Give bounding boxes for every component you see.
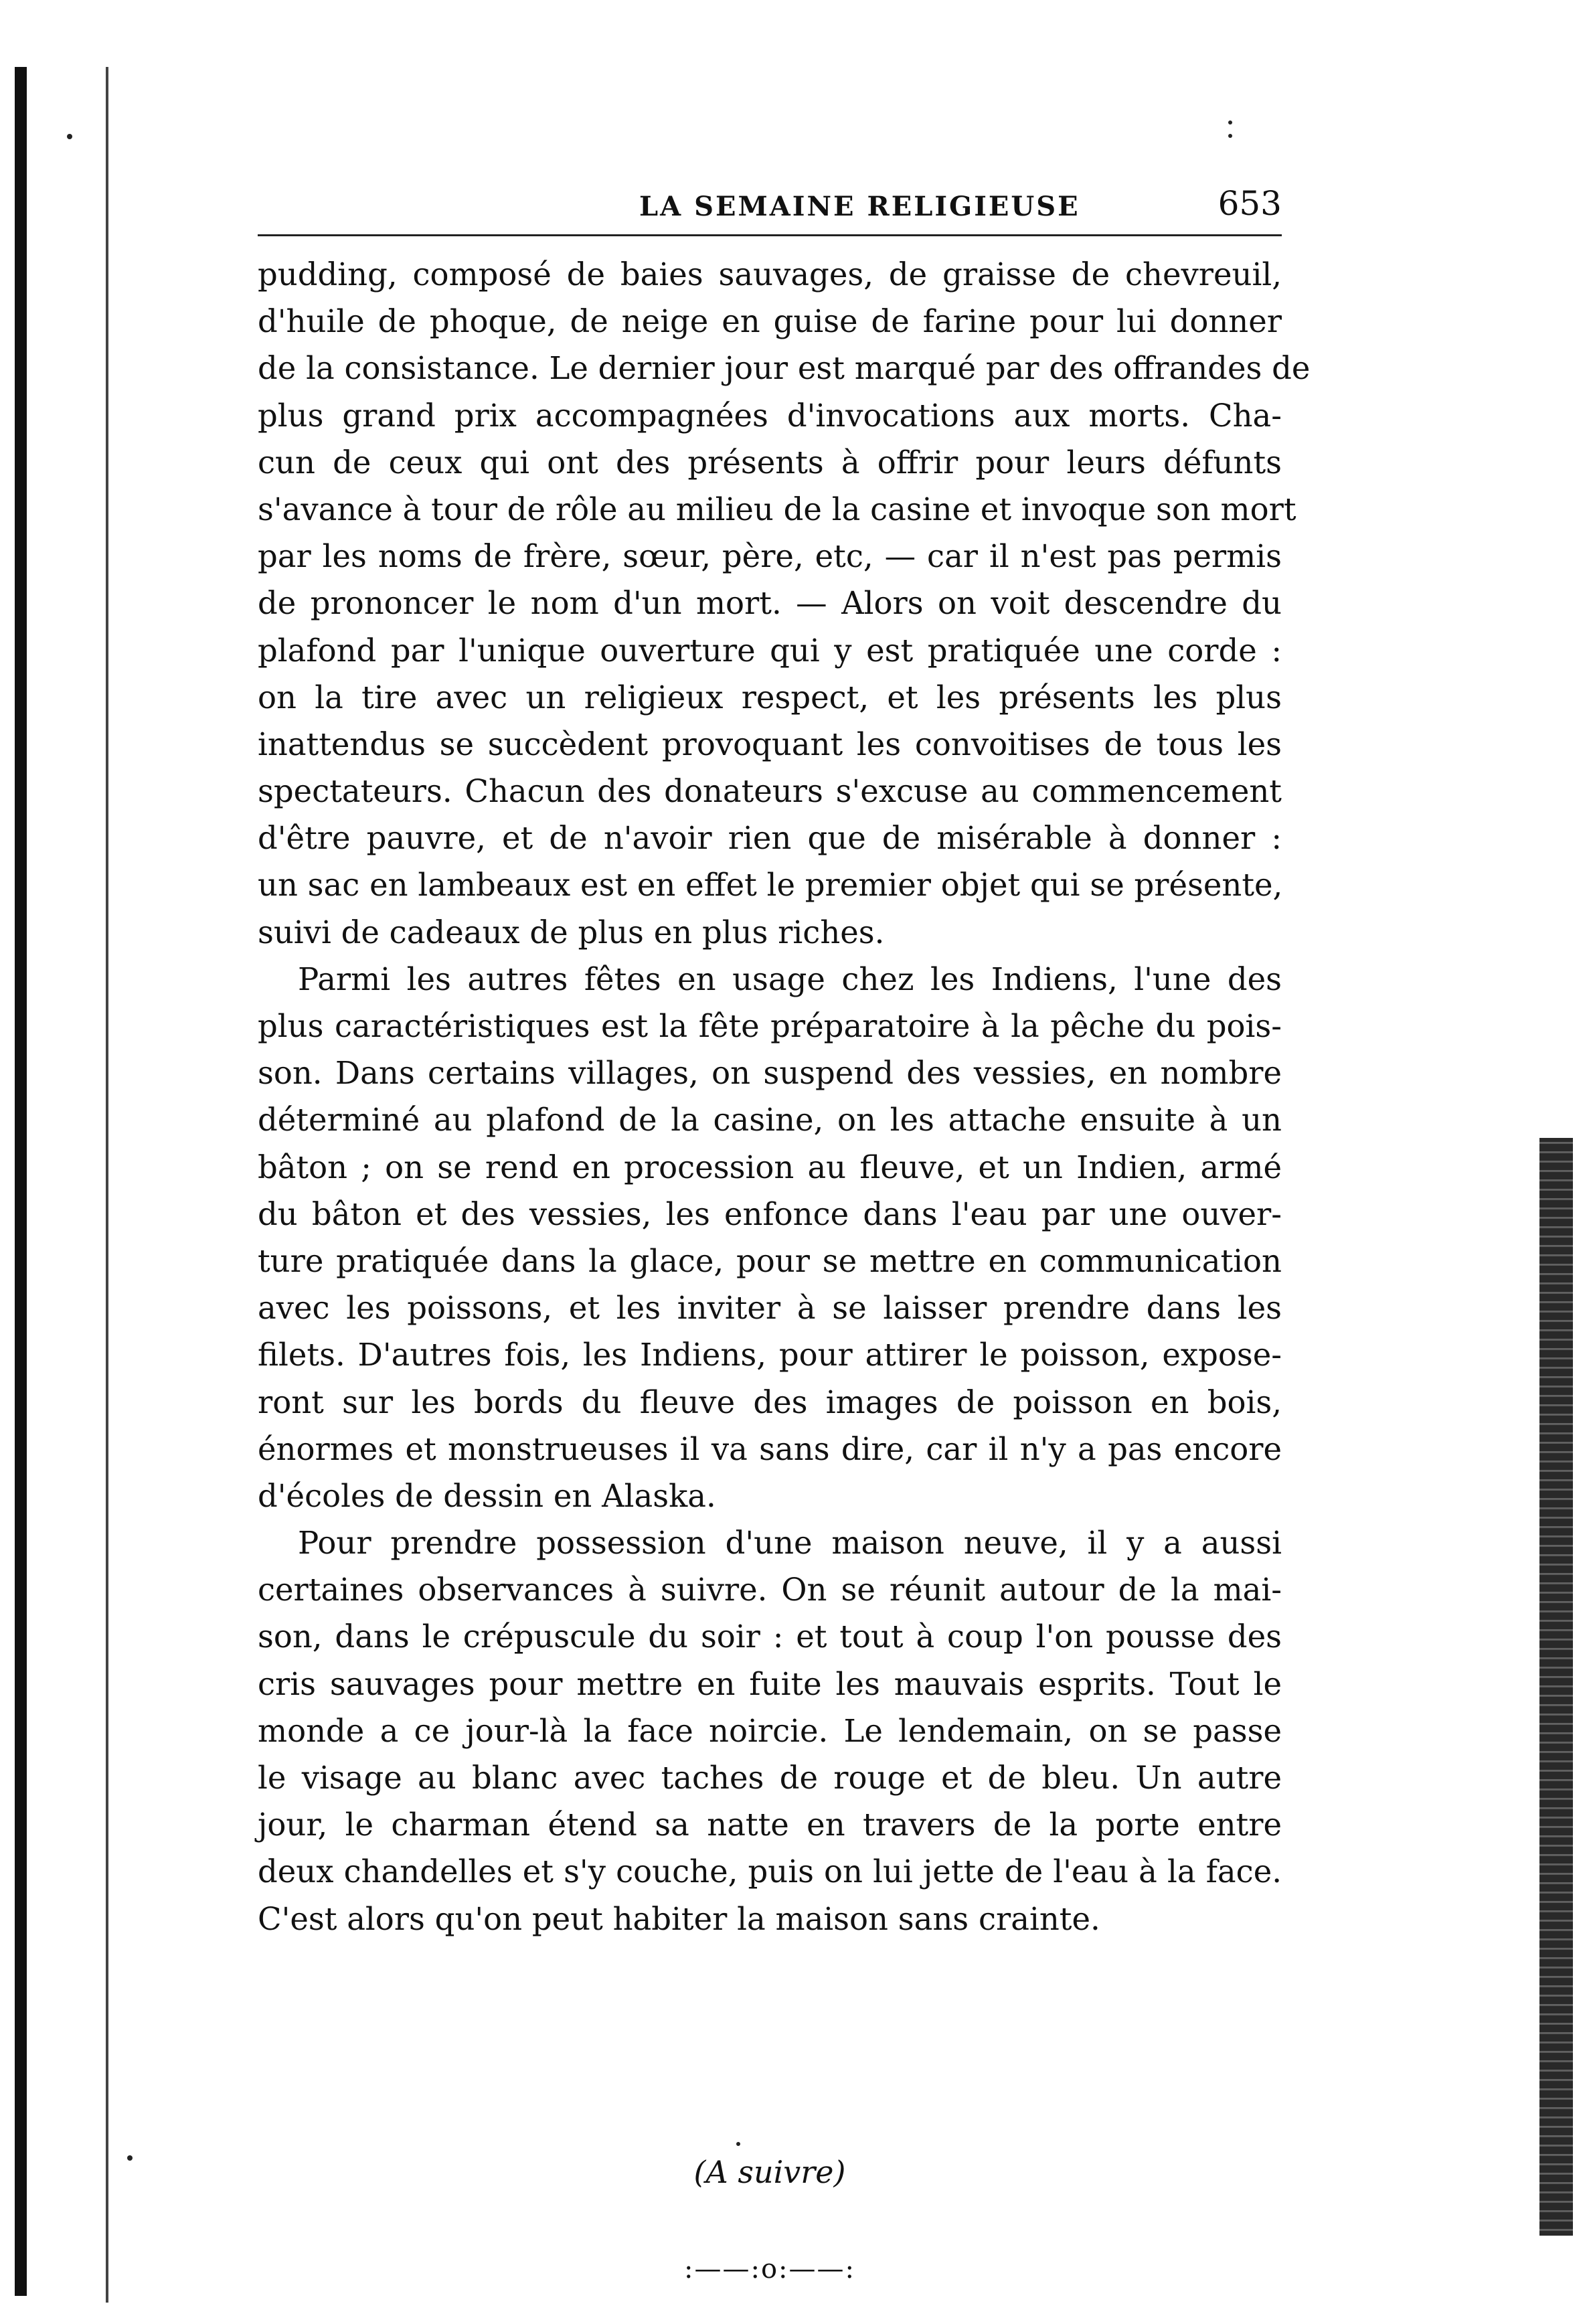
text-line: suivi de cadeaux de plus en plus riches. bbox=[258, 914, 885, 950]
text-line: jour, le charman étend sa natte en travers de la porte entre bbox=[258, 1807, 1282, 1843]
to-be-continued: (A suivre) bbox=[693, 2154, 846, 2190]
text-line: avec les poissons, et les inviter à se laisser prendre dans les bbox=[258, 1290, 1282, 1327]
text-line: du bâton et des vessies, les enfonce dans l'eau par une ouver- bbox=[258, 1195, 1282, 1232]
text-line: d'être pauvre, et de n'avoir rien que de misérable à donner : bbox=[258, 820, 1282, 857]
text-line: filets. D'autres fois, les Indiens, pour attirer le poisson, expose- bbox=[258, 1337, 1282, 1374]
text-line: d'huile de phoque, de neige en guise de farine pour lui donner bbox=[258, 303, 1282, 340]
header-rule bbox=[258, 234, 1282, 236]
text-line: inattendus se succèdent provoquant les convoitises de tous les bbox=[258, 726, 1282, 762]
scan-speck bbox=[736, 2142, 740, 2146]
scan-speck bbox=[127, 2155, 133, 2161]
text-line: énormes et monstrueuses il va sans dire, car il n'y a pas encore bbox=[258, 1430, 1282, 1467]
text-line: monde a ce jour-là la face noircie. Le lendemain, on se passe bbox=[258, 1712, 1282, 1749]
running-title: LA SEMAINE RELIGIEUSE bbox=[639, 191, 1080, 222]
scan-speck bbox=[1228, 134, 1232, 138]
text-line: certaines observances à suivre. On se réunit autour de la mai- bbox=[258, 1572, 1282, 1608]
text-line: Pour prendre possession d'une maison neuve, il y a aussi bbox=[298, 1525, 1282, 1562]
text-line: cris sauvages pour mettre en fuite les mauvais esprits. Tout le bbox=[258, 1665, 1282, 1702]
section-ornament: :——:o:——: bbox=[684, 2254, 855, 2285]
binding-edge-shadow bbox=[15, 67, 27, 2296]
page-fold-line bbox=[106, 67, 108, 2303]
text-line: s'avance à tour de rôle au milieu de la casine et invoque son mort bbox=[258, 491, 1296, 527]
text-line: déterminé au plafond de la casine, on les attache ensuite à un bbox=[258, 1102, 1282, 1139]
text-line: deux chandelles et s'y couche, puis on lui jette de l'eau à la face. bbox=[258, 1853, 1282, 1890]
text-line: son. Dans certains villages, on suspend des vessies, en nombre bbox=[258, 1055, 1282, 1092]
text-line: plus grand prix accompagnées d'invocations aux morts. Cha- bbox=[258, 397, 1282, 434]
text-line: le visage au blanc avec taches de rouge et de bleu. Un autre bbox=[258, 1760, 1282, 1796]
text-line: un sac en lambeaux est en effet le premier objet qui se présente, bbox=[258, 867, 1283, 904]
text-line: on la tire avec un religieux respect, et les présents les plus bbox=[258, 679, 1282, 716]
text-line: ront sur les bords du fleuve des images de poisson en bois, bbox=[258, 1384, 1282, 1420]
text-line: cun de ceux qui ont des présents à offrir pour leurs défunts bbox=[258, 444, 1282, 481]
text-line: d'écoles de dessin en Alaska. bbox=[258, 1477, 716, 1514]
text-line: C'est alors qu'on peut habiter la maison sans crainte. bbox=[258, 1900, 1100, 1937]
text-line: plafond par l'unique ouverture qui y est pratiquée une corde : bbox=[258, 632, 1282, 669]
scan-speck bbox=[1228, 120, 1232, 124]
page-edge-shadow bbox=[1539, 1138, 1573, 2236]
text-line: son, dans le crépuscule du soir : et tout à coup l'on pousse des bbox=[258, 1618, 1282, 1655]
text-line: spectateurs. Chacun des donateurs s'excuse au commencement bbox=[258, 773, 1282, 810]
text-line: de prononcer le nom d'un mort. — Alors on voit descendre du bbox=[258, 585, 1282, 622]
text-line: bâton ; on se rend en procession au fleuve, et un Indien, armé bbox=[258, 1149, 1282, 1185]
text-line: de la consistance. Le dernier jour est marqué par des offrandes de bbox=[258, 350, 1311, 387]
text-line: pudding, composé de baies sauvages, de graisse de chevreuil, bbox=[258, 256, 1282, 293]
body-text bbox=[258, 251, 1311, 2285]
scan-speck bbox=[67, 134, 72, 139]
page-number: 653 bbox=[1218, 184, 1282, 223]
text-line: ture pratiquée dans la glace, pour se mettre en communication bbox=[258, 1242, 1282, 1279]
text-line: par les noms de frère, sœur, père, etc, — car il n'est pas permis bbox=[258, 538, 1282, 575]
text-line: plus caractéristiques est la fête préparatoire à la pêche du pois- bbox=[258, 1008, 1282, 1044]
text-line: Parmi les autres fêtes en usage chez les Indiens, l'une des bbox=[298, 961, 1282, 997]
running-head bbox=[258, 184, 1282, 231]
